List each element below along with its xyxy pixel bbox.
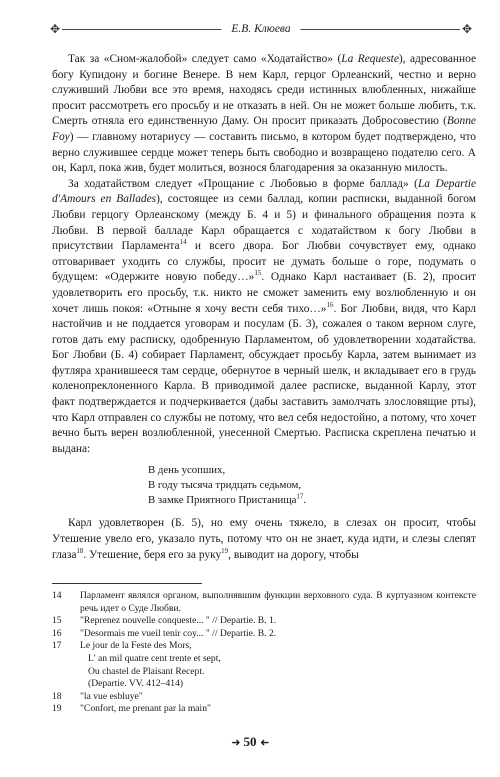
text-run: ), состоящее из семи баллад, копии расписки, выданной богом Любви герцогу Орлеанскому (между Б. 4 и 5) и финального обращения поэта к Любви. В первой балладе Карл обращается с ходатайством к богу Любви в присутствии Парламента xyxy=(52,193,476,253)
footnote-ref[interactable]: 18 xyxy=(76,546,84,555)
footnotes xyxy=(52,590,476,716)
arrow-right-icon: ➜ xyxy=(259,737,269,749)
footnote-text: "la vue esbluye" xyxy=(80,690,143,702)
footnote-number: 15 xyxy=(52,615,62,627)
page-number: 50 xyxy=(243,734,257,749)
footnote-item xyxy=(52,640,476,690)
text-run: , выводит на дорогу, чтобы xyxy=(228,548,359,561)
verse-quote xyxy=(148,463,476,508)
footnote-verse-line: L' an mil quatre cent trente et sept, xyxy=(88,652,221,664)
footnote-verse-source: (Departie. VV. 412–414) xyxy=(88,678,184,690)
verse-line xyxy=(148,493,476,508)
text-run: . Однако Карл настаивает (Б. 2), просит удовлетворить его просьбу, т.к. никто не сможет заменить ему возлюбленную и он хочет лишь покоя: «Отныне я хочу вести себя тихо…» xyxy=(52,271,476,315)
text-run: . xyxy=(303,494,307,507)
main-text xyxy=(52,52,476,563)
footnote-text: Парламент являлся органом, выполнявшим функции верховного суда. В куртуазном контексте речь идет о Суде Любви. xyxy=(80,590,476,614)
header-ornament-right-icon: ✥ xyxy=(461,22,472,36)
text-run: Карл удовлетворен (Б. 5), но ему очень тяжело, в слезах он просит, чтобы Утешение увело его, указало путь, потому что он не знает, куда идти, и слезы слепят глаза xyxy=(52,517,476,561)
verse-line: В году тысяча тридцать седьмом, xyxy=(148,479,302,492)
footnote-text: "Reprenez nouvelle conqueste... " // Departie. B. 1. xyxy=(80,615,277,627)
text-run: За ходатайством следует «Прощание с Любовью в форме баллад» ( xyxy=(68,177,418,190)
header-ornament-left-icon: ✥ xyxy=(50,22,61,36)
italic-term: Bonne Foy xyxy=(52,115,476,143)
footnote-number: 16 xyxy=(52,627,62,639)
footnote-number: 17 xyxy=(52,640,62,652)
footnote-text: "Confort, me prenant par la main" xyxy=(80,703,211,715)
footnote-item xyxy=(52,615,476,628)
paragraph-2 xyxy=(52,177,476,458)
italic-title: La Requeste xyxy=(341,53,399,65)
footnote-ref[interactable]: 14 xyxy=(179,238,187,247)
text-run: . Утешение, беря его за руку xyxy=(83,548,222,561)
footnote-text: "Desormais me vueil tenir coy... " // Departie. B. 2. xyxy=(80,627,277,639)
footnote-item xyxy=(52,590,476,615)
footnote-verse xyxy=(80,640,476,690)
footnote-ref[interactable]: 17 xyxy=(296,492,304,501)
italic-title: La Departie d'Amours en Ballades xyxy=(52,177,476,206)
footnote-number: 18 xyxy=(52,690,62,702)
text-run: и всего двора. Бог Любви сочувствует ему, однако отговаривает уходить со службы, просит не думать больше о горе, подумать о будущем: «Одержите новую победу…» xyxy=(52,240,476,284)
footnote-number: 14 xyxy=(52,590,62,601)
footnote-ref[interactable]: 19 xyxy=(221,546,229,555)
text-run: Так за «Сном-жалобой» следует само «Ходатайство» ( xyxy=(68,53,342,65)
text-run: ), адресованное богу Купидону и богине Венере. В нем Карл, герцог Орлеанский, честно и верно служивший Любви все это время, находясь среди истинных влюбленных, нижайше просит рассмотреть его просьбу и не отказать в ней. Он не может больше любить, т.к. Смерть отняла его единственную Даму. Он просит приказать Добросовестию ( xyxy=(52,53,477,128)
text-run: ) — главному нотариусу — составить письмо, в котором будет подтверждено, что верно служившее сердце может теперь быть свободно и возвращено подателю сего. А он, Карл, пока жив, будет молиться, вознося благодарения за оказанную милость. xyxy=(52,130,476,175)
text-run: В замке Приятного Пристанища xyxy=(148,494,297,507)
paragraph-3 xyxy=(52,516,476,563)
footnote-item xyxy=(52,628,476,641)
footnote-item xyxy=(52,703,476,716)
footnote-verse-line: Ou chastel de Plaisant Recept. xyxy=(88,665,205,677)
footnote-divider xyxy=(52,583,202,584)
page-footer xyxy=(0,734,500,750)
footnote-ref[interactable]: 15 xyxy=(254,269,262,278)
footnote-item xyxy=(52,691,476,704)
verse-line: В день усопших, xyxy=(148,464,226,477)
footnote-ref[interactable]: 16 xyxy=(326,300,334,309)
footnote-number: 19 xyxy=(52,703,62,715)
running-header xyxy=(48,18,474,40)
text-run: . Бог Любви, видя, что Карл настойчив и не поддается уговорам и посулам (Б. 3), сожалея о таком верном слуге, готов дать ему расписку, одобренную Парламентом, об удовлетворении ходатайства. Бог Любви (Б. 4) собирает Парламент, обсуждает просьбу Карла, затем вынимает из футляра хранившееся там сердце, обернутое в черный шелк, и вкладывает его в грудь коленопреклоненного Карла. В приводимой далее расписке, выданной Карлу, этот факт подтверждается и подчеркивается (дабы заставить замолчать злословящие рты), что Карл отправлен со службы не потому, что вел себя недостойно, а потому, что хочет вечно быть верен возлюбленной, унесенной Смертью. Расписка скреплена печатью и выдана: xyxy=(52,302,476,455)
paragraph-1 xyxy=(52,52,476,177)
footnote-verse-line: Le jour de la Feste des Mors, xyxy=(80,640,192,652)
arrow-right-icon: ➜ xyxy=(231,737,241,749)
running-head-author: Е.В. Клюева xyxy=(221,19,300,39)
